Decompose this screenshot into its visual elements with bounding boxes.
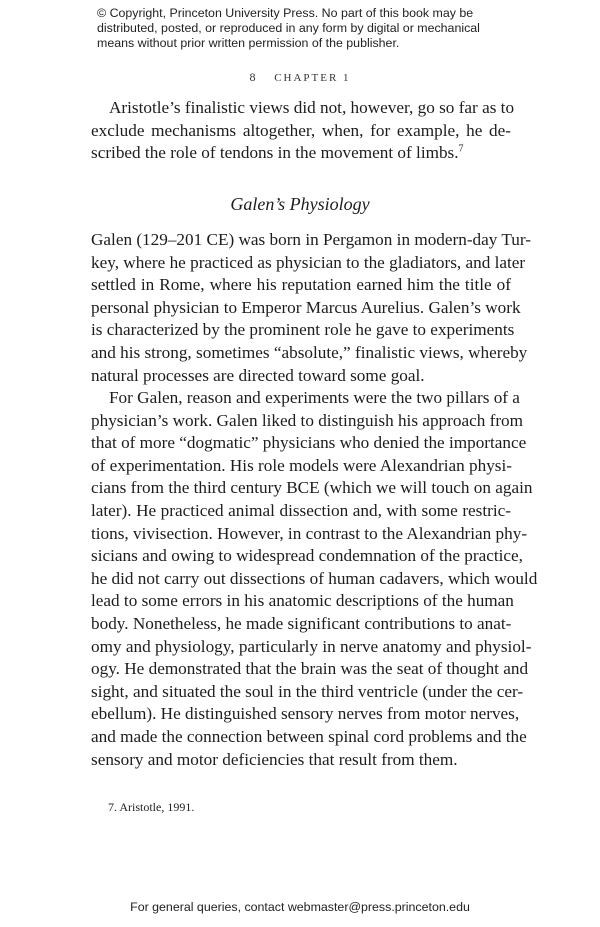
text-line: For Galen, reason and experiments were the two pillars of a <box>109 388 520 407</box>
text-line: sicians and owing to widespread condemnation of the practice, <box>91 546 523 566</box>
text-line: later). He practiced animal dissection and, with some restric- <box>91 500 511 520</box>
text-line: ebellum). He distinguished sensory nerves from motor nerves, <box>91 704 520 724</box>
text-line: omy and physiology, particularly in nerve anatomy and physiol- <box>91 636 532 656</box>
paragraph-galen-intro <box>91 229 531 387</box>
text-line: and made the connection between spinal cord problems and the <box>91 726 527 746</box>
text-line: tions, vivisection. However, in contrast to the Alexandrian phy- <box>91 523 528 543</box>
text-line: he did not carry out dissections of human cadavers, which would <box>91 568 538 588</box>
text-line: personal physician to Emperor Marcus Aurelius. Galen’s work <box>91 297 521 317</box>
text-line: Galen (129–201 CE) was born in Pergamon in modern-day Tur- <box>91 230 531 249</box>
contact-line: For general queries, contact webmaster@press.princeton.edu <box>130 900 470 914</box>
copyright-line: © Copyright, Princeton University Press. No part of this book may be <box>97 6 474 20</box>
copyright-line: distributed, posted, or reproduced in any form by digital or mechanical <box>97 21 480 35</box>
text-line: is characterized by the prominent role he gave to experiments <box>91 320 515 340</box>
text-line: cians from the third century BCE (which we will touch on again <box>91 478 533 498</box>
text-line <box>91 142 511 165</box>
page-number: 8 <box>249 70 256 84</box>
text-line: body. Nonetheless, he made significant contributions to anat- <box>91 613 512 633</box>
text-line: sight, and situated the soul in the third ventricle (under the cer- <box>91 681 524 701</box>
text-line: physician’s work. Galen liked to distinguish his approach from <box>91 410 524 430</box>
text-line: exclude mechanisms altogether, when, for example, he de- <box>91 120 511 140</box>
footnote: 7. Aristotle, 1991. <box>108 800 195 814</box>
paragraph-galen-method <box>91 387 538 771</box>
chapter-label: CHAPTER 1 <box>274 72 351 84</box>
running-head <box>0 70 600 85</box>
footnote-ref: 7 <box>458 143 464 155</box>
text-line: that of more “dogmatic” physicians who denied the importance <box>91 433 527 453</box>
text-line: ogy. He demonstrated that the brain was the seat of thought and <box>91 659 529 679</box>
copyright-line: means without prior written permission of the publisher. <box>97 36 400 50</box>
text-line: Aristotle’s finalistic views did not, however, go so far as to <box>109 98 515 117</box>
paragraph-aristotle <box>91 97 515 165</box>
text-line: sensory and motor deficiencies that result from them. <box>91 749 458 769</box>
text-line: natural processes are directed toward some goal. <box>91 365 425 385</box>
text-line: of experimentation. His role models were Alexandrian physi- <box>91 455 512 475</box>
text-line: key, where he practiced as physician to the gladiators, and later <box>91 252 526 272</box>
copyright-notice <box>97 6 527 51</box>
text-line: and his strong, sometimes “absolute,” finalistic views, whereby <box>91 342 528 362</box>
text-line-content: scribed the role of tendons in the movement of limbs. <box>91 143 459 163</box>
text-line: settled in Rome, where his reputation earned him the title of <box>91 275 511 295</box>
section-heading: Galen’s Physiology <box>230 194 370 214</box>
text-line: lead to some errors in his anatomic descriptions of the human <box>91 591 514 611</box>
